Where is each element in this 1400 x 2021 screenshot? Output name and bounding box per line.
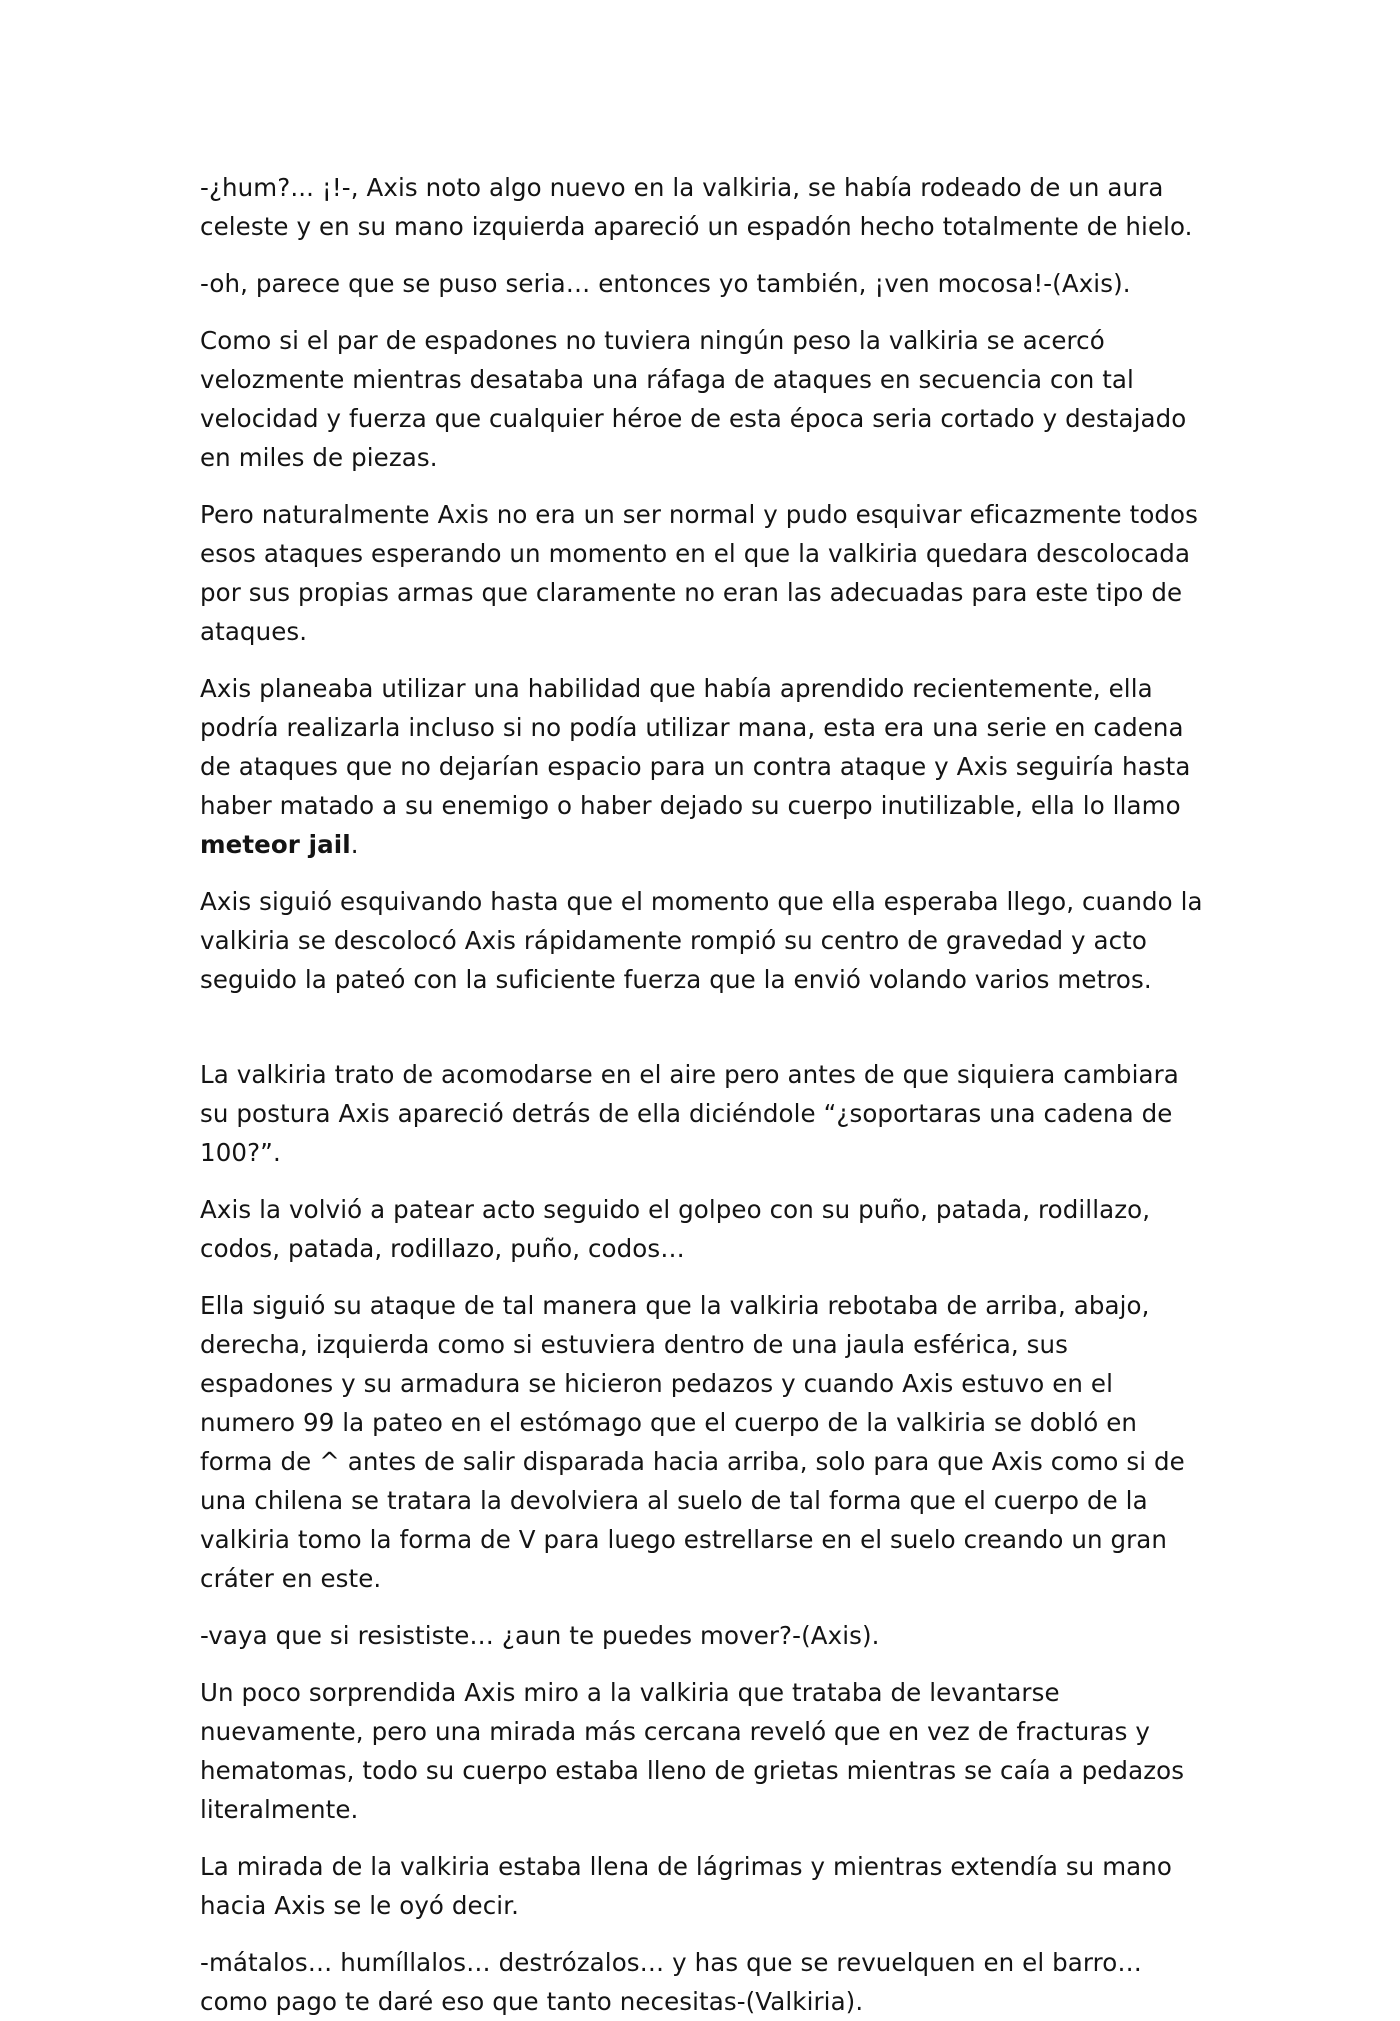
paragraph-text: Axis planeaba utilizar una habilidad que había aprendido recientemente, ella podría realizarla incluso si no podía utilizar mana, esta era una serie en cadena de ataques que no dejarían espacio para un contra ataque y Axis seguiría hasta haber matado a su enemigo o haber dejado su cuerpo inutilizable, ella lo llamo [200,674,1191,820]
skill-name: meteor jail [200,830,351,859]
paragraph-text: Un poco sorprendida Axis miro a la valkiria que trataba de levantarse nuevamente, pero una mirada más cercana reveló que en vez de fracturas y hematomas, todo su cuerpo estaba lleno de grietas mientras se caía a pedazos literalmente. [200,1678,1185,1824]
paragraph-11 [200,1673,1208,1829]
paragraph-1 [200,168,1208,246]
paragraph-text: -oh, parece que se puso seria… entonces yo también, ¡ven mocosa!-(Axis). [200,269,1131,298]
paragraph-5 [200,669,1208,864]
paragraph-13 [200,1943,1208,2021]
paragraph-text: -mátalos… humíllalos… destrózalos… y has que se revuelquen en el barro… como pago te daré eso que tanto necesitas-(Valkiria). [200,1948,1142,2016]
paragraph-text: Axis la volvió a patear acto seguido el golpeo con su puño, patada, rodillazo, codos, patada, rodillazo, puño, codos… [200,1195,1151,1263]
paragraph-9 [200,1286,1208,1598]
paragraph-7 [200,1055,1208,1172]
paragraph-text: Axis siguió esquivando hasta que el momento que ella esperaba llego, cuando la valkiria se descolocó Axis rápidamente rompió su centro de gravedad y acto seguido la pateó con la suficiente fuerza que la envió volando varios metros. [200,887,1203,994]
paragraph-6 [200,882,1208,999]
paragraph-text: La valkiria trato de acomodarse en el aire pero antes de que siquiera cambiara su postura Axis apareció detrás de ella diciéndole “¿soportaras una cadena de 100?”. [200,1060,1179,1167]
paragraph-10 [200,1616,1208,1655]
paragraph-3 [200,321,1208,477]
document-body [200,168,1208,2021]
paragraph-4 [200,495,1208,651]
paragraph-text: Como si el par de espadones no tuviera ningún peso la valkiria se acercó velozmente mientras desataba una ráfaga de ataques en secuencia con tal velocidad y fuerza que cualquier héroe de esta época seria cortado y destajado en miles de piezas. [200,326,1187,472]
paragraph-text: -vaya que si resististe… ¿aun te puedes mover?-(Axis). [200,1621,880,1650]
paragraph-12 [200,1847,1208,1925]
paragraph-2 [200,264,1208,303]
paragraph-text: La mirada de la valkiria estaba llena de lágrimas y mientras extendía su mano hacia Axis se le oyó decir. [200,1852,1172,1920]
paragraph-text: -¿hum?... ¡!-, Axis noto algo nuevo en la valkiria, se había rodeado de un aura celeste y en su mano izquierda apareció un espadón hecho totalmente de hielo. [200,173,1193,241]
paragraph-text-end: . [350,830,359,859]
paragraph-text: Pero naturalmente Axis no era un ser normal y pudo esquivar eficazmente todos esos ataques esperando un momento en el que la valkiria quedara descolocada por sus propias armas que claramente no eran las adecuadas para este tipo de ataques. [200,500,1199,646]
paragraph-text: Ella siguió su ataque de tal manera que la valkiria rebotaba de arriba, abajo, derecha, izquierda como si estuviera dentro de una jaula esférica, sus espadones y su armadura se hicieron pedazos y cuando Axis estuvo en el numero 99 la pateo en el estómago que el cuerpo de la valkiria se dobló en forma de ^ antes de salir disparada hacia arriba, solo para que Axis como si de una chilena se tratara la devolviera al suelo de tal forma que el cuerpo de la valkiria tomo la forma de V para luego estrellarse en el suelo creando un gran cráter en este. [200,1291,1185,1593]
paragraph-8 [200,1190,1208,1268]
